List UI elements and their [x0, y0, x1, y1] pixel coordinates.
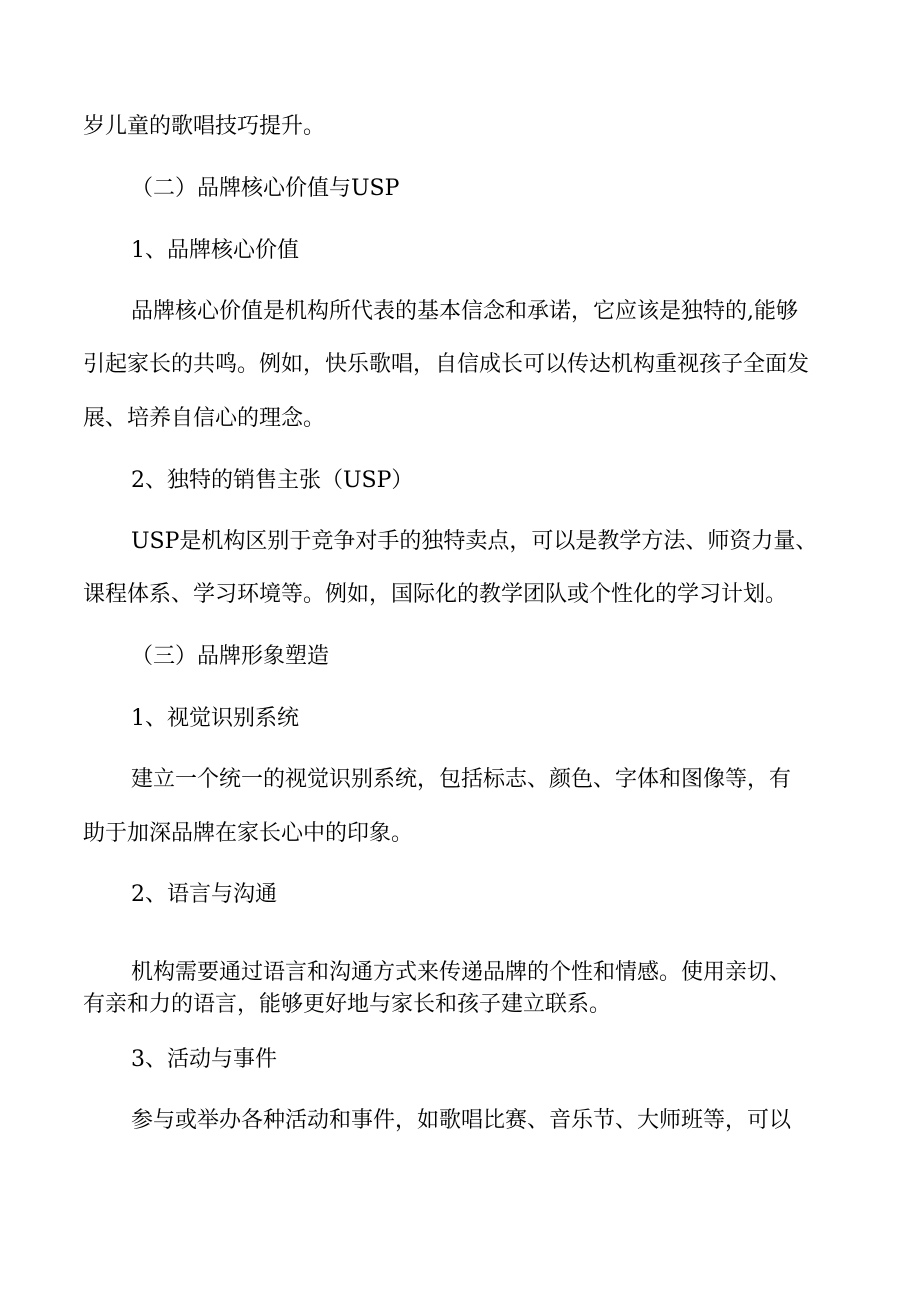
- paragraph-line: 机构需要通过语言和沟通方式来传递品牌的个性和情感。使用亲切、: [131, 960, 792, 985]
- subsection-heading: 2、独特的销售主张（USP）: [131, 468, 414, 493]
- paragraph-line: 岁儿童的歌唱技巧提升。: [83, 114, 326, 139]
- paragraph-line: 参与或举办各种活动和事件，如歌唱比赛、音乐节、大师班等，可以: [131, 1108, 792, 1133]
- paragraph-line: 引起家长的共鸣。例如，快乐歌唱，自信成长可以传达机构重视孩子全面发: [83, 352, 810, 377]
- paragraph-line: 有亲和力的语言，能够更好地与家长和孩子建立联系。: [83, 992, 612, 1017]
- paragraph-line: 课程体系、学习环境等。例如，国际化的教学团队或个性化的学习计划。: [83, 582, 788, 607]
- subsection-heading: 1、品牌核心价值: [131, 238, 299, 263]
- section-heading: （三）品牌形象塑造: [131, 644, 330, 669]
- subsection-heading: 2、语言与沟通: [131, 882, 277, 907]
- section-heading: （二）品牌核心价值与USP: [131, 176, 400, 201]
- paragraph-line: 建立一个统一的视觉识别系统，包括标志、颜色、字体和图像等，有: [131, 767, 792, 792]
- paragraph-line: USP是机构区别于竞争对手的独特卖点，可以是教学方法、师资力量、: [131, 529, 818, 554]
- paragraph-line: 品牌核心价值是机构所代表的基本信念和承诺，它应该是独特的,能够: [131, 299, 798, 324]
- subsection-heading: 1、视觉识别系统: [131, 706, 299, 731]
- subsection-heading: 3、活动与事件: [131, 1047, 277, 1072]
- paragraph-line: 展、培养自信心的理念。: [83, 406, 326, 431]
- paragraph-line: 助于加深品牌在家长心中的印象。: [83, 821, 414, 846]
